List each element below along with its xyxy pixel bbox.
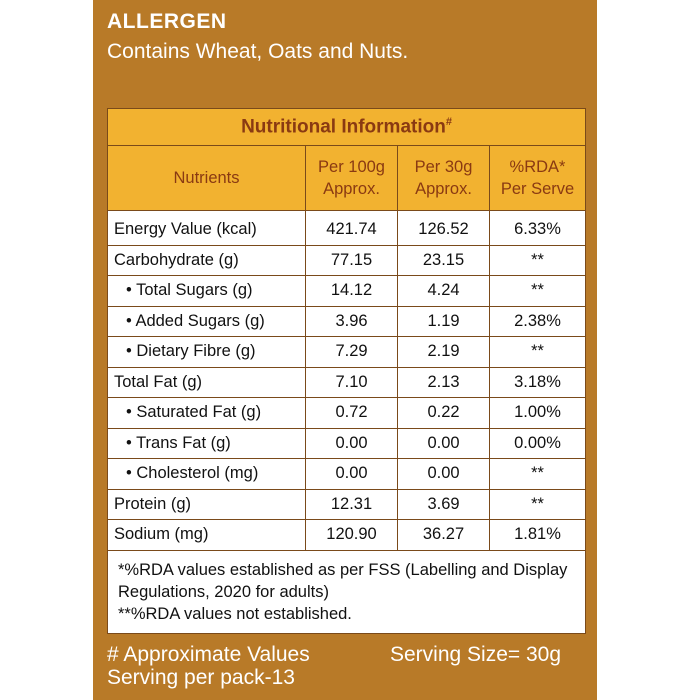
table-row bbox=[108, 276, 586, 307]
table-row bbox=[108, 245, 586, 276]
nutrient-name: Protein (g) bbox=[108, 489, 306, 520]
table-row bbox=[108, 367, 586, 398]
header-per100 bbox=[306, 146, 398, 211]
allergen-statement: Contains Wheat, Oats and Nuts. bbox=[107, 40, 409, 63]
rda-not-established-note: **%RDA values not established. bbox=[118, 604, 352, 623]
rda-value: ** bbox=[490, 276, 586, 307]
header-rda-line2: Per Serve bbox=[500, 180, 575, 198]
approximate-values-note: # Approximate Values bbox=[107, 643, 310, 666]
per30-value: 1.19 bbox=[398, 306, 490, 337]
rda-value: 2.38% bbox=[490, 306, 586, 337]
table-caption bbox=[108, 109, 586, 146]
table-row bbox=[108, 459, 586, 490]
per30-value: 2.13 bbox=[398, 367, 490, 398]
nutrient-name: • Added Sugars (g) bbox=[108, 306, 306, 337]
nutrient-name: • Cholesterol (mg) bbox=[108, 459, 306, 490]
nutrition-table bbox=[107, 108, 586, 634]
rda-value: 6.33% bbox=[490, 211, 586, 246]
table-row bbox=[108, 489, 586, 520]
per30-value: 3.69 bbox=[398, 489, 490, 520]
per100-value: 3.96 bbox=[306, 306, 398, 337]
per100-value: 421.74 bbox=[306, 211, 398, 246]
rda-value: ** bbox=[490, 245, 586, 276]
per100-value: 7.29 bbox=[306, 337, 398, 368]
rda-note: *%RDA values established as per FSS (Labelling and Display Regulations, 2020 for adults) bbox=[118, 560, 568, 601]
per30-value: 4.24 bbox=[398, 276, 490, 307]
table-notes-row bbox=[108, 550, 586, 633]
per30-value: 23.15 bbox=[398, 245, 490, 276]
per30-value: 126.52 bbox=[398, 211, 490, 246]
table-row bbox=[108, 211, 586, 246]
nutrient-name: Energy Value (kcal) bbox=[108, 211, 306, 246]
rda-value: ** bbox=[490, 337, 586, 368]
per30-value: 0.00 bbox=[398, 428, 490, 459]
rda-value: ** bbox=[490, 459, 586, 490]
serving-size: Serving Size= 30g bbox=[390, 643, 562, 666]
table-row bbox=[108, 337, 586, 368]
table-header-row bbox=[108, 146, 586, 211]
nutrient-name: • Total Sugars (g) bbox=[108, 276, 306, 307]
rda-value: 3.18% bbox=[490, 367, 586, 398]
header-nutrients: Nutrients bbox=[108, 146, 306, 211]
per30-value: 0.00 bbox=[398, 459, 490, 490]
per30-value: 0.22 bbox=[398, 398, 490, 429]
header-rda bbox=[490, 146, 586, 211]
header-per100-line2: Approx. bbox=[323, 180, 380, 198]
table-row bbox=[108, 520, 586, 551]
nutrient-name: Carbohydrate (g) bbox=[108, 245, 306, 276]
caption-text: Nutritional Information bbox=[241, 116, 446, 138]
nutrient-name: Total Fat (g) bbox=[108, 367, 306, 398]
per30-value: 36.27 bbox=[398, 520, 490, 551]
rda-value: 1.81% bbox=[490, 520, 586, 551]
per100-value: 77.15 bbox=[306, 245, 398, 276]
per100-value: 12.31 bbox=[306, 489, 398, 520]
rda-value: 1.00% bbox=[490, 398, 586, 429]
table-notes bbox=[108, 550, 586, 633]
header-per30-line1: Per 30g bbox=[414, 158, 473, 176]
per100-value: 0.00 bbox=[306, 428, 398, 459]
header-per30-line2: Approx. bbox=[415, 180, 472, 198]
table-row bbox=[108, 428, 586, 459]
header-per100-line1: Per 100g bbox=[318, 158, 385, 176]
header-rda-line1: %RDA* bbox=[509, 158, 566, 176]
footer-left bbox=[107, 643, 310, 689]
per100-value: 120.90 bbox=[306, 520, 398, 551]
rda-value: 0.00% bbox=[490, 428, 586, 459]
header-per30 bbox=[398, 146, 490, 211]
rda-value: ** bbox=[490, 489, 586, 520]
table-caption-row bbox=[108, 109, 586, 146]
per100-value: 0.00 bbox=[306, 459, 398, 490]
caption-mark: # bbox=[445, 115, 452, 128]
serving-per-pack: Serving per pack-13 bbox=[107, 666, 295, 689]
allergen-title: ALLERGEN bbox=[107, 10, 227, 33]
per100-value: 7.10 bbox=[306, 367, 398, 398]
per100-value: 14.12 bbox=[306, 276, 398, 307]
per30-value: 2.19 bbox=[398, 337, 490, 368]
table-row bbox=[108, 398, 586, 429]
per100-value: 0.72 bbox=[306, 398, 398, 429]
table-row bbox=[108, 306, 586, 337]
nutrient-name: Sodium (mg) bbox=[108, 520, 306, 551]
nutrient-name: • Dietary Fibre (g) bbox=[108, 337, 306, 368]
nutrient-name: • Saturated Fat (g) bbox=[108, 398, 306, 429]
nutrient-name: • Trans Fat (g) bbox=[108, 428, 306, 459]
